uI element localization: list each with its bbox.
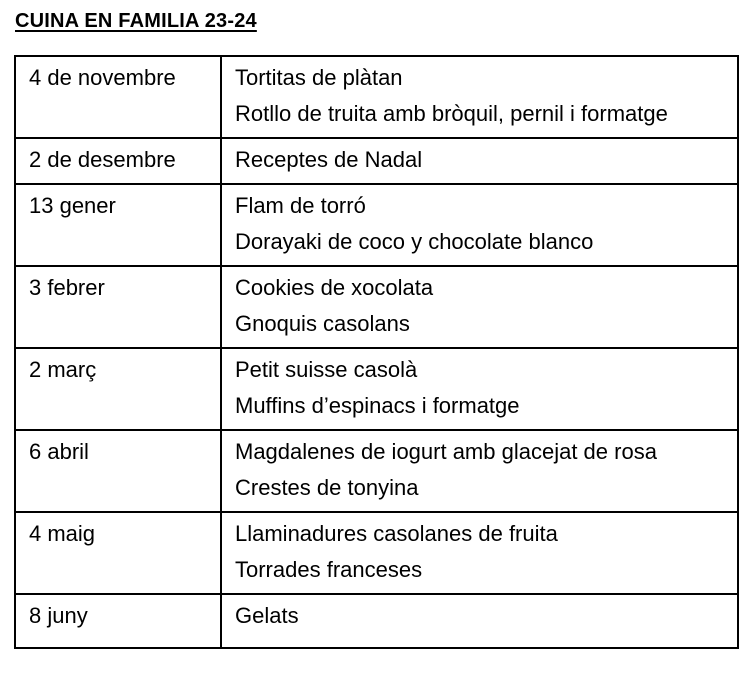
recipe-line: Rotllo de truita amb bròquil, pernil i formatge bbox=[235, 101, 668, 126]
date-cell: 4 maig bbox=[15, 512, 221, 594]
recipe-line: Muffins d’espinacs i formatge bbox=[235, 393, 520, 418]
recipe-line: Crestes de tonyina bbox=[235, 475, 419, 500]
table-row bbox=[15, 348, 738, 430]
recipes-cell bbox=[221, 184, 738, 266]
date-cell: 6 abril bbox=[15, 430, 221, 512]
recipe-line: Gnoquis casolans bbox=[235, 311, 410, 336]
recipe-line: Torrades franceses bbox=[235, 557, 423, 582]
date-cell: 2 març bbox=[15, 348, 221, 430]
recipe-line: Gelats bbox=[235, 603, 299, 628]
recipes-cell bbox=[221, 512, 738, 594]
recipe-line: Llaminadures casolanes de fruita bbox=[235, 521, 558, 546]
date-cell: 3 febrer bbox=[15, 266, 221, 348]
page-title: CUINA EN FAMILIA 23-24 bbox=[15, 10, 257, 32]
recipe-line: Flam de torró bbox=[235, 193, 366, 218]
date-cell: 13 gener bbox=[15, 184, 221, 266]
recipe-line: Tortitas de plàtan bbox=[235, 65, 403, 90]
table-row bbox=[15, 594, 738, 648]
recipe-line: Cookies de xocolata bbox=[235, 275, 434, 300]
recipes-cell bbox=[221, 266, 738, 348]
table-row bbox=[15, 138, 738, 184]
recipe-line: Dorayaki de coco y chocolate blanco bbox=[235, 229, 594, 254]
schedule-table-body bbox=[15, 56, 738, 648]
recipe-line: Petit suisse casolà bbox=[235, 357, 418, 382]
recipe-line: Magdalenes de iogurt amb glacejat de rosa bbox=[235, 439, 657, 464]
table-row bbox=[15, 56, 738, 138]
date-cell: 2 de desembre bbox=[15, 138, 221, 184]
table-row bbox=[15, 512, 738, 594]
recipes-cell bbox=[221, 594, 738, 648]
date-cell: 8 juny bbox=[15, 594, 221, 648]
table-row bbox=[15, 430, 738, 512]
schedule-table bbox=[14, 55, 739, 649]
recipes-cell bbox=[221, 348, 738, 430]
table-row bbox=[15, 266, 738, 348]
recipes-cell bbox=[221, 138, 738, 184]
recipes-cell bbox=[221, 430, 738, 512]
table-row bbox=[15, 184, 738, 266]
date-cell: 4 de novembre bbox=[15, 56, 221, 138]
recipes-cell bbox=[221, 56, 738, 138]
recipe-line: Receptes de Nadal bbox=[235, 147, 423, 172]
